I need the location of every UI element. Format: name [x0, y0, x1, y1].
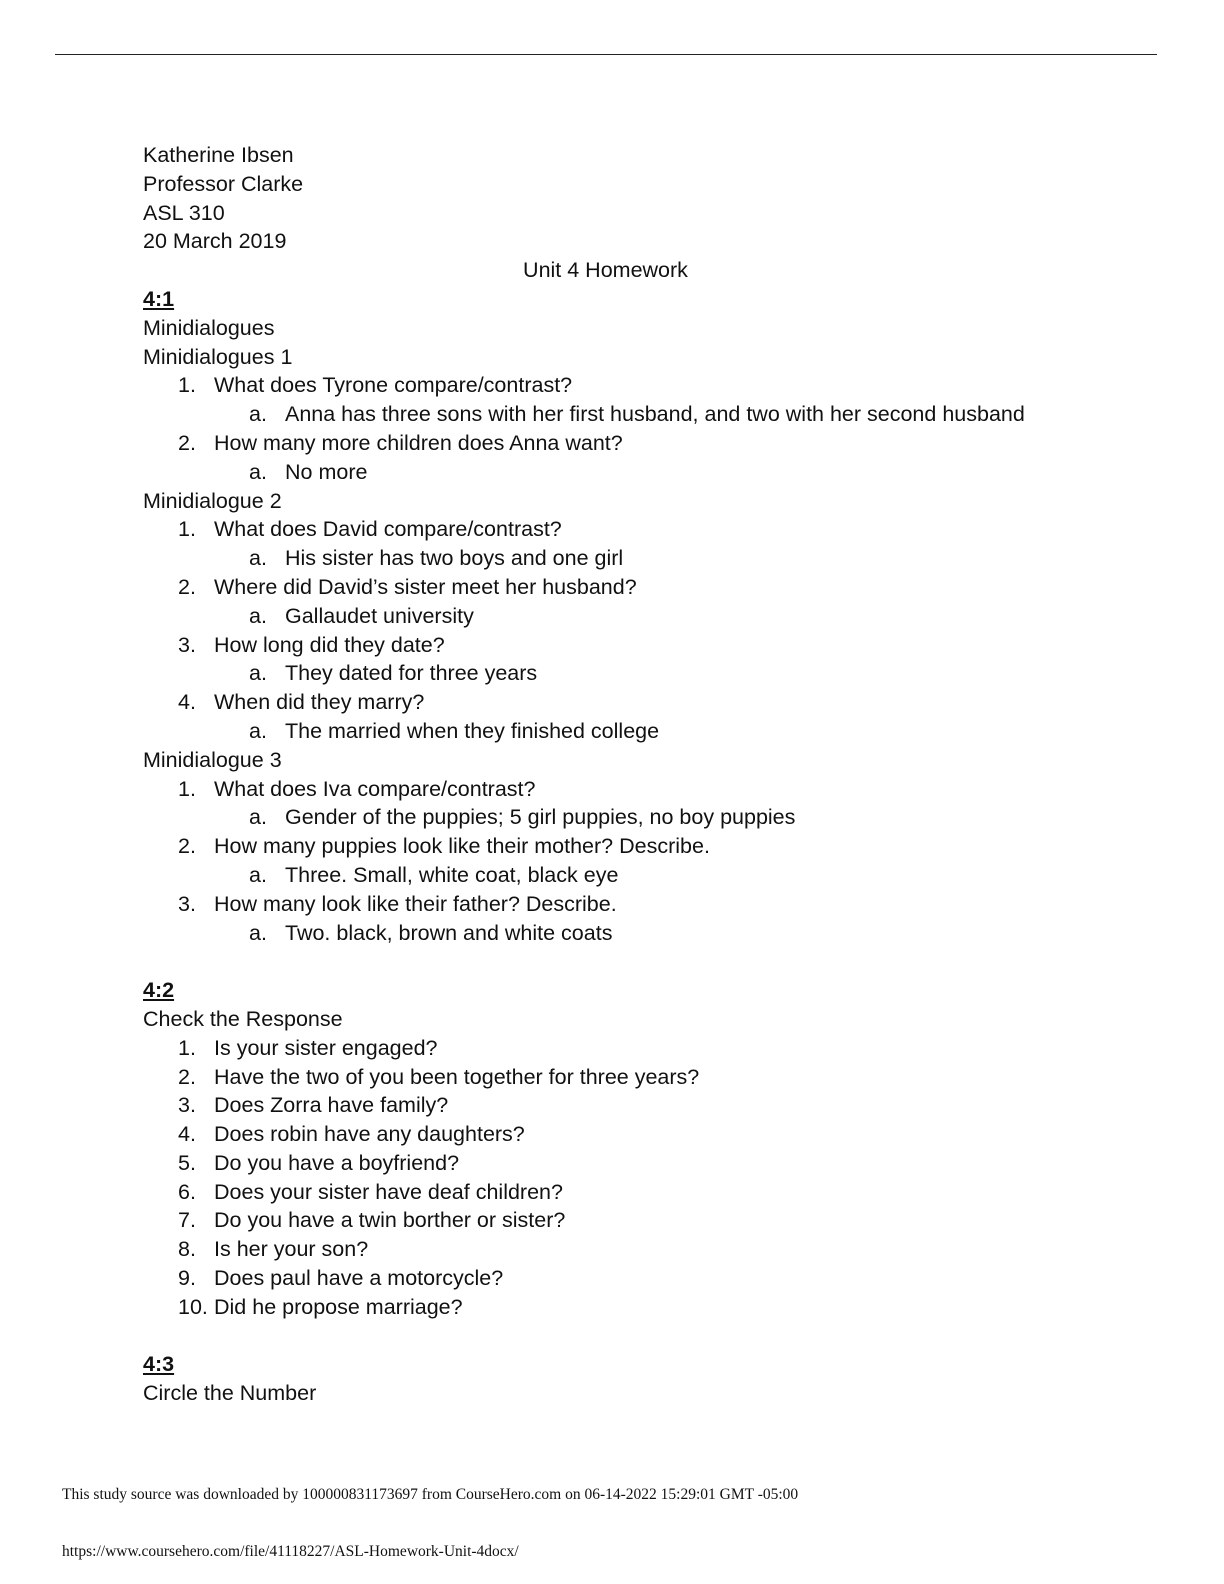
question-number: 2.	[178, 834, 196, 859]
list-number: 6.	[178, 1179, 196, 1204]
question-number: 2.	[178, 430, 196, 455]
answer-letter: a.	[249, 718, 267, 743]
question-item	[143, 429, 1103, 458]
question-item	[143, 688, 1103, 717]
list-item	[143, 1034, 1103, 1063]
question-number: 1.	[178, 517, 196, 542]
question-text: What does David compare/contrast?	[214, 517, 562, 542]
list-text: Did he propose marriage?	[214, 1294, 463, 1319]
question-text: How many puppies look like their mother? Describe.	[214, 834, 710, 859]
answer-letter: a.	[249, 459, 267, 484]
answer-text: They dated for three years	[285, 661, 538, 686]
question-text: How many more children does Anna want?	[214, 430, 623, 455]
author-name: Katherine Ibsen	[143, 143, 294, 167]
answer-text: Three. Small, white coat, black eye	[285, 862, 619, 887]
question-text: How long did they date?	[214, 632, 445, 657]
list-item	[143, 1091, 1103, 1120]
list-text: Does paul have a motorcycle?	[214, 1266, 504, 1291]
list-item	[143, 1120, 1103, 1149]
list-item	[143, 1264, 1103, 1293]
question-text: Where did David’s sister meet her husband?	[214, 574, 637, 599]
answer-item	[143, 861, 1103, 890]
question-item	[143, 515, 1103, 544]
answer-text: Gender of the puppies; 5 girl puppies, no boy puppies	[285, 805, 796, 830]
list-text: Do you have a twin borther or sister?	[214, 1208, 566, 1233]
source-url: https://www.coursehero.com/file/41118227/ASL-Homework-Unit-4docx/	[62, 1543, 519, 1560]
question-number: 1.	[178, 776, 196, 801]
answer-item	[143, 717, 1103, 746]
answer-text: The married when they finished college	[285, 718, 660, 743]
list-text: Have the two of you been together for three years?	[214, 1064, 700, 1089]
list-text: Do you have a boyfriend?	[214, 1150, 460, 1175]
download-notice: This study source was downloaded by 100000831173697 from CourseHero.com on 06-14-2022 15:29:01 GMT -05:00	[62, 1486, 799, 1503]
question-item	[143, 573, 1103, 602]
list-number: 9.	[178, 1266, 196, 1291]
list-item	[143, 1235, 1103, 1264]
answer-text: Gallaudet university	[285, 603, 474, 628]
answer-letter: a.	[249, 402, 267, 427]
question-item	[143, 371, 1103, 400]
question-number: 1.	[178, 373, 196, 398]
list-item	[143, 1206, 1103, 1235]
answer-item	[143, 602, 1103, 631]
question-text: When did they marry?	[214, 690, 425, 715]
list-item	[143, 1178, 1103, 1207]
answer-item	[143, 659, 1103, 688]
professor-name: Professor Clarke	[143, 171, 304, 196]
course-code: ASL 310	[143, 200, 225, 225]
dialogue-title-2: Minidialogue 2	[143, 488, 282, 513]
list-text: Does Zorra have family?	[214, 1093, 449, 1118]
document-body	[143, 141, 1103, 1408]
question-item	[143, 832, 1103, 861]
answer-text: Two. black, brown and white coats	[285, 920, 613, 945]
spacer	[143, 947, 1103, 976]
list-text: Is your sister engaged?	[214, 1035, 438, 1060]
document-date: 20 March 2019	[143, 229, 287, 254]
question-number: 2.	[178, 574, 196, 599]
answer-letter: a.	[249, 805, 267, 830]
question-text: How many look like their father? Describe.	[214, 891, 617, 916]
spacer	[143, 1322, 1103, 1351]
list-number: 1.	[178, 1035, 196, 1060]
list-text: Does robin have any daughters?	[214, 1122, 525, 1147]
dialogue-title-1: Minidialogues 1	[143, 344, 293, 369]
question-item	[143, 775, 1103, 804]
section-subtitle-4-3: Circle the Number	[143, 1381, 317, 1406]
list-number: 2.	[178, 1064, 196, 1089]
answer-letter: a.	[249, 862, 267, 887]
section-heading-4-1: 4:1	[143, 286, 175, 311]
list-number: 10.	[178, 1294, 208, 1319]
section-subtitle-4-2: Check the Response	[143, 1006, 343, 1031]
answer-text: His sister has two boys and one girl	[285, 546, 624, 571]
answer-item	[143, 803, 1103, 832]
question-item	[143, 890, 1103, 919]
section-subtitle-4-1: Minidialogues	[143, 315, 275, 340]
list-number: 5.	[178, 1150, 196, 1175]
question-number: 3.	[178, 891, 196, 916]
question-number: 4.	[178, 690, 196, 715]
list-number: 7.	[178, 1208, 196, 1233]
question-text: What does Tyrone compare/contrast?	[214, 373, 573, 398]
question-text: What does Iva compare/contrast?	[214, 776, 536, 801]
answer-item	[143, 458, 1103, 487]
document-title: Unit 4 Homework	[523, 258, 688, 283]
answer-letter: a.	[249, 546, 267, 571]
section-heading-4-2: 4:2	[143, 978, 175, 1003]
list-text: Does your sister have deaf children?	[214, 1179, 563, 1204]
list-number: 4.	[178, 1122, 196, 1147]
list-number: 3.	[178, 1093, 196, 1118]
answer-item	[143, 919, 1103, 948]
answer-item	[143, 544, 1103, 573]
section-heading-4-3: 4:3	[143, 1352, 175, 1377]
dialogue-title-3: Minidialogue 3	[143, 747, 282, 772]
list-item	[143, 1063, 1103, 1092]
answer-letter: a.	[249, 920, 267, 945]
question-item	[143, 631, 1103, 660]
list-number: 8.	[178, 1237, 196, 1262]
answer-letter: a.	[249, 661, 267, 686]
question-number: 3.	[178, 632, 196, 657]
answer-letter: a.	[249, 603, 267, 628]
list-text: Is her your son?	[214, 1237, 369, 1262]
answer-item	[143, 400, 1103, 429]
list-item	[143, 1149, 1103, 1178]
answer-text: No more	[285, 459, 368, 484]
top-rule	[55, 54, 1157, 55]
answer-text: Anna has three sons with her first husband, and two with her second husband	[285, 402, 1025, 427]
list-item	[143, 1293, 1103, 1322]
